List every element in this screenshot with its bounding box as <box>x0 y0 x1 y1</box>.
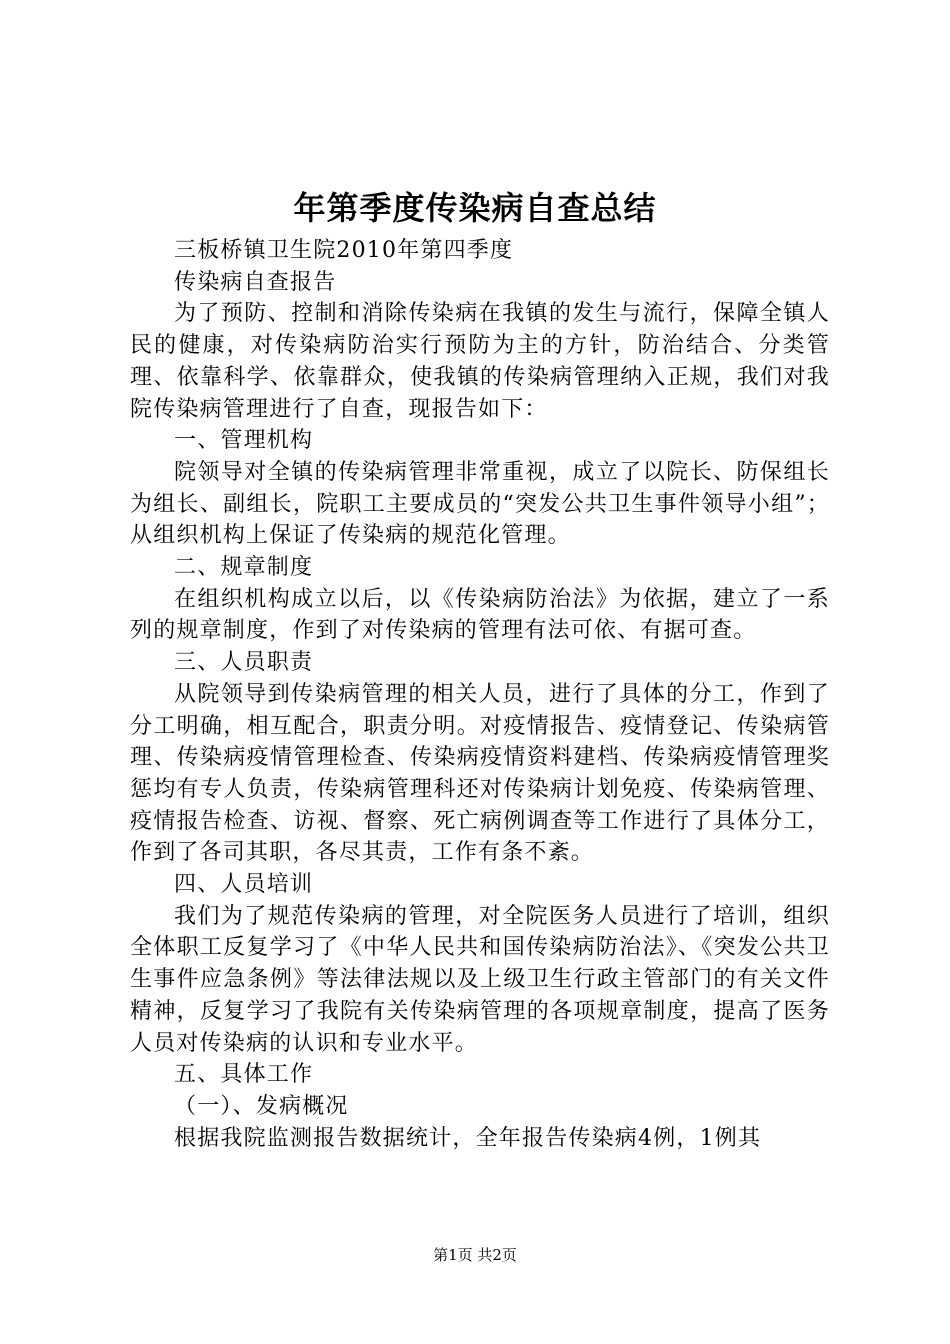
heading-staff-training: 四、人员培训 <box>174 872 314 898</box>
heading-rules-system: 二、规章制度 <box>174 555 314 581</box>
paragraph-staff-training: 我们为了规范传染病的管理，对全院医务人员进行了培训，组织全体职工反复学习了《中华人民共和国传染病防治法》、《突发公共卫生事件应急条例》等法律法规以及上级卫生行政主管部门的有关文件精神，反复学习了我院有关传染病管理的各项规章制度，提高了医务人员对传染病的认识和专业水平。 <box>130 903 830 1056</box>
document-body <box>130 235 830 1154</box>
heading-management-organization: 一、管理机构 <box>174 428 314 454</box>
document-title: 年第季度传染病自查总结 <box>293 189 657 227</box>
paragraph-intro-line1: 三板桥镇卫生院2010年第四季度 <box>174 238 514 263</box>
paragraph-management-organization: 院领导对全镇的传染病管理非常重视，成立了以院长、防保组长为组长、副组长，院职工主要成员的“突发公共卫生事件领导小组”；从组织机构上保证了传染病的规范化管理。 <box>130 459 830 549</box>
paragraph-incidence-overview: 根据我院监测报告数据统计，全年报告传染病4例，1例其 <box>174 1125 762 1151</box>
heading-staff-responsibilities: 三、人员职责 <box>174 650 314 676</box>
heading-specific-work: 五、具体工作 <box>174 1062 314 1088</box>
page-footer: 第1页 共2页 <box>433 1246 517 1264</box>
subheading-incidence-overview: （一）、发病概况 <box>174 1093 349 1119</box>
paragraph-purpose: 为了预防、控制和消除传染病在我镇的发生与流行，保障全镇人民的健康，对传染病防治实行预防为主的方针，防治结合、分类管理、依靠科学、依靠群众，使我镇的传染病管理纳入正规，我们对我院传染病管理进行了自查，现报告如下： <box>130 301 830 422</box>
paragraph-staff-responsibilities: 从院领导到传染病管理的相关人员，进行了具体的分工，作到了分工明确，相互配合，职责分明。对疫情报告、疫情登记、传染病管理、传染病疫情管理检查、传染病疫情资料建档、传染病疫情管理奖惩均有专人负责，传染病管理科还对传染病计划免疫、传染病管理、疫情报告检查、访视、督察、死亡病例调查等工作进行了具体分工，作到了各司其职，各尽其责，工作有条不紊。 <box>130 681 830 866</box>
paragraph-rules-system: 在组织机构成立以后，以《传染病防治法》为依据，建立了一系列的规章制度，作到了对传染病的管理有法可依、有据可查。 <box>130 586 830 644</box>
paragraph-intro-line2: 传染病自查报告 <box>174 269 337 295</box>
